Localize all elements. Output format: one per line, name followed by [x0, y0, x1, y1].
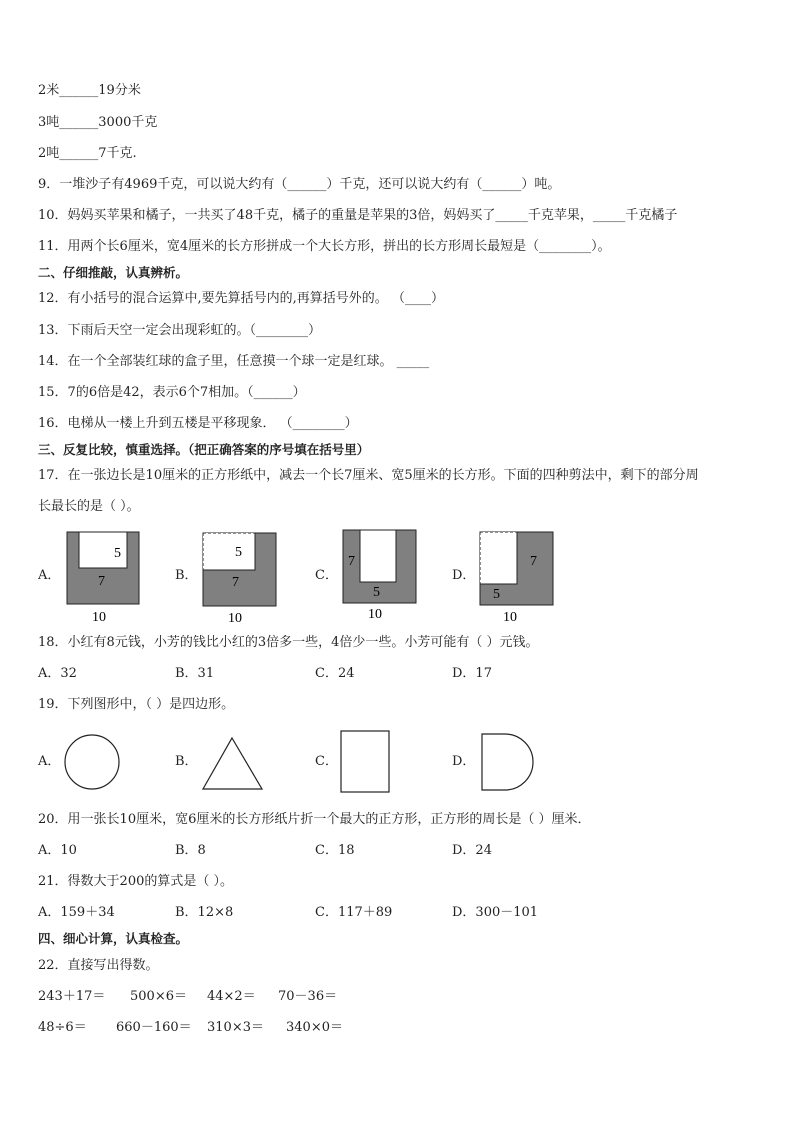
question-17-line-2: 长最长的是（ ）。 [38, 499, 140, 514]
q20-option-d: D．24 [452, 843, 492, 858]
q19-option-b-label: B． [175, 754, 198, 769]
q17-a-label-10: 10 [92, 610, 106, 625]
q17-b-label-5: 5 [235, 545, 242, 560]
q19-option-d-label: D． [452, 754, 476, 769]
q18-option-a: A．32 [38, 666, 77, 681]
calc-item: 70－36＝ [278, 989, 338, 1004]
q17-a-label-5: 5 [114, 546, 121, 561]
unit-line-1: 2米______19分米 [38, 83, 141, 98]
question-15: 15．7的6倍是42，表示6个7相加。（______） [38, 385, 306, 400]
question-18: 18．小红有8元钱，小芳的钱比小红的3倍多一些，4倍少一些。小芳可能有（ ）元钱。 [38, 635, 539, 650]
q17-figure-b [200, 530, 280, 625]
q19-option-c-label: C． [315, 754, 338, 769]
q19-semicircle-rect-shape [478, 731, 538, 795]
question-17-line-1: 17．在一张边长是10厘米的正方形纸中，减去一个长7厘米、宽5厘米的长方形。下面的四种剪法中，剩下的部分周 [38, 468, 699, 483]
calc-item: 243＋17＝ [38, 989, 106, 1004]
question-9: 9．一堆沙子有4969千克，可以说大约有（______）千克，还可以说大约有（______）吨。 [38, 177, 561, 192]
q19-rectangle-shape [338, 729, 392, 795]
question-11: 11．用两个长6厘米，宽4厘米的长方形拼成一个大长方形，拼出的长方形周长最短是（________）。 [38, 239, 611, 254]
q17-figure-a [64, 530, 144, 625]
q17-c-label-10: 10 [368, 607, 382, 622]
question-21: 21．得数大于200的算式是（ ）。 [38, 874, 233, 889]
unit-line-2: 3吨______3000千克 [38, 115, 158, 130]
question-19: 19．下列图形中，（ ）是四边形。 [38, 697, 235, 712]
q20-option-b: B．8 [175, 843, 206, 858]
q17-b-label-10: 10 [228, 611, 242, 625]
q18-option-d: D．17 [452, 666, 492, 681]
question-10: 10．妈妈买苹果和橘子，一共买了48千克，橘子的重量是苹果的3倍，妈妈买了_____千克苹果，_____千克橘子 [38, 208, 678, 223]
q17-option-a-label: A． [38, 568, 61, 583]
q17-figure-c [340, 528, 420, 623]
q17-option-c-label: C． [315, 568, 338, 583]
question-12: 12．有小括号的混合运算中,要先算括号内的,再算括号外的。 （____） [38, 291, 444, 306]
section-2-heading: 二、仔细推敲，认真辨析。 [38, 265, 189, 280]
q17-option-d-label: D． [452, 568, 476, 583]
question-16: 16．电梯从一楼上升到五楼是平移现象． （________） [38, 416, 358, 431]
calc-item: 340×0＝ [286, 1020, 343, 1035]
question-13: 13．下雨后天空一定会出现彩虹的。（________） [38, 323, 322, 338]
question-14: 14．在一个全部装红球的盒子里，任意摸一个球一定是红球。 _____ [38, 354, 430, 369]
section-4-heading: 四、细心计算，认真检查。 [38, 931, 189, 946]
q17-figure-d [477, 530, 557, 625]
unit-line-3: 2吨______7千克. [38, 146, 137, 161]
q17-d-label-7: 7 [530, 554, 537, 569]
q21-option-d: D．300－101 [452, 905, 539, 920]
calc-item: 500×6＝ [130, 989, 187, 1004]
q19-circle-shape [62, 733, 124, 793]
q17-option-b-label: B． [175, 568, 198, 583]
q17-b-label-7: 7 [232, 575, 239, 590]
calc-item: 310×3＝ [207, 1020, 264, 1035]
calc-item: 48÷6＝ [38, 1020, 87, 1035]
q19-triangle-shape [200, 735, 266, 793]
q17-a-label-7: 7 [98, 574, 105, 589]
q20-option-a: A．10 [38, 843, 77, 858]
calc-item: 660－160＝ [116, 1020, 192, 1035]
section-3-heading: 三、反复比较，慎重选择。（把正确答案的序号填在括号里） [38, 442, 370, 457]
q17-c-label-7: 7 [348, 554, 355, 569]
q21-option-a: A．159＋34 [38, 905, 115, 920]
q21-option-b: B．12×8 [175, 905, 234, 920]
q18-option-c: C．24 [315, 666, 355, 681]
q17-c-label-5: 5 [373, 585, 380, 600]
q21-option-c: C．117＋89 [315, 905, 393, 920]
q18-option-b: B．31 [175, 666, 215, 681]
q17-d-label-10: 10 [503, 610, 517, 625]
calc-item: 44×2＝ [207, 989, 256, 1004]
q19-option-a-label: A． [38, 754, 61, 769]
question-20: 20．用一张长10厘米，宽6厘米的长方形纸片折一个最大的正方形，正方形的周长是（ ）厘米． [38, 812, 591, 827]
q17-d-label-5: 5 [493, 587, 500, 602]
question-22: 22．直接写出得数。 [38, 958, 159, 973]
q20-option-c: C．18 [315, 843, 355, 858]
